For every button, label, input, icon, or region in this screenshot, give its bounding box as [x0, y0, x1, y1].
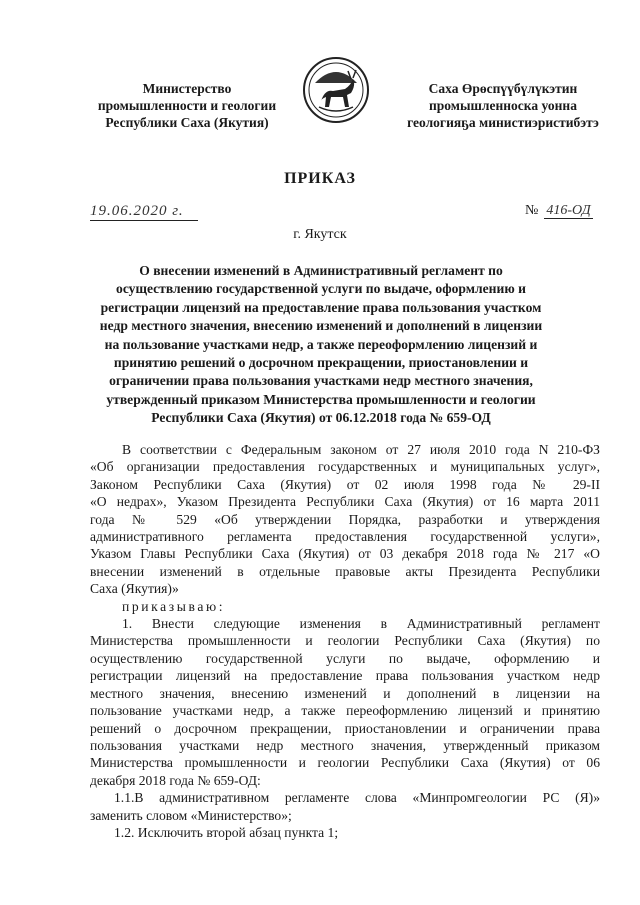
subject-line: регистрации лицензий на предоставление права пользования участком: [100, 299, 542, 315]
item1-1-line: заменить словом «Министерство»;: [90, 807, 292, 823]
header-ministry-yakut: [398, 80, 608, 131]
header-right-line: Саха Өрөспүүбүлүкэтин: [428, 81, 578, 96]
subject-line: О внесении изменений в Административный регламент по: [139, 263, 503, 278]
header-left-line: Республики Саха (Якутия): [105, 115, 269, 130]
order-date: 19.06.2020 г.: [90, 203, 184, 219]
preamble-line: внесении изменений в отдельные правовые акты Президента Республики: [90, 563, 600, 579]
preamble-line: Указом Главы Республики Саха (Якутия) от 03 декабря 2018 года № 217 «О: [90, 546, 600, 562]
item1-line: Министерства промышленности и геологии Республики Саха (Якутия) от 06: [90, 755, 600, 771]
item1-1-line: 1.1.В административном регламенте слова «Минпромгеологии РС (Я)»: [114, 790, 600, 806]
document-title: ПРИКАЗ: [284, 170, 356, 187]
date-underline: [90, 220, 198, 221]
item1-line: 1. Внести следующие изменения в Административный регламент: [122, 616, 600, 632]
subject-line: принятию решений о досрочном прекращении, приостановлении и: [113, 355, 529, 371]
preamble-line: «Об организации предоставления государственных и муниципальных услуг»,: [90, 459, 600, 475]
item1-line: пользование участками недр, а также переоформлению лицензий и принятию: [90, 703, 600, 719]
preamble-line: Саха (Якутия)»: [90, 581, 179, 597]
order-body: [90, 441, 600, 841]
item1-line: осуществлению государственной услуги по выдаче, оформлению и: [90, 650, 600, 666]
item1-line: регистрации лицензий на предоставление права пользования участком недр: [90, 668, 600, 684]
order-subject: [88, 262, 554, 428]
item1-line: местного значения, внесению изменений и дополнений в лицензии на: [90, 685, 600, 701]
preamble-line: административного регламента предоставления государственной услуги»,: [90, 529, 600, 545]
item1-line: декабря 2018 года № 659-ОД:: [90, 772, 261, 788]
coat-of-arms-icon: [301, 55, 371, 125]
subject-line: ограничении права пользования участками недр местного значения,: [109, 373, 533, 389]
preamble-line: Законом Республики Саха (Якутия) от 02 июля 1998 года № 29-II: [90, 476, 600, 492]
preamble-line: «О недрах», Указом Президента Республики Саха (Якутия) от 16 марта 2011: [90, 494, 600, 510]
header-right-line: промышленноска уонна: [429, 98, 577, 113]
item1-line: решений о досрочном прекращении, приостановлении и ограничении права: [90, 720, 600, 736]
subject-line: недр местного значения, внесению изменений и дополнений в лицензии: [99, 318, 543, 334]
header-left-line: промышленности и геологии: [97, 98, 277, 113]
preamble-line: года № 529 «Об утверждении Порядка, разработки и утверждения: [90, 511, 600, 527]
preamble-line: В соответствии с Федеральным законом от 27 июля 2010 года N 210-ФЗ: [122, 442, 600, 457]
subject-line: осуществлению государственной услуги по выдаче, оформлению и: [116, 281, 526, 297]
order-number: [525, 203, 593, 219]
header-ministry-russian: [82, 80, 292, 131]
header-left-line: Министерство: [142, 81, 232, 96]
order-city: г. Якутск: [293, 227, 347, 242]
item1-2-line: 1.2. Исключить второй абзац пункта 1;: [114, 824, 339, 840]
order-word: приказываю:: [122, 598, 226, 614]
number-sign: №: [525, 203, 539, 218]
subject-line: на пользование участками недр, а также переоформлению лицензий и: [104, 336, 538, 352]
header-right-line: геологияҕа министиэристибэтэ: [407, 115, 599, 130]
item1-line: пользования участками недр местного значения, утвержденный приказом: [90, 737, 600, 753]
number-value: 416-ОД: [546, 203, 591, 218]
item1-line: Министерства промышленности и геологии Республики Саха (Якутия) по: [90, 633, 600, 649]
subject-line: Республики Саха (Якутия) от 06.12.2018 года № 659-ОД: [151, 410, 491, 426]
subject-line: утвержденный приказом Министерства промышленности и геологии: [106, 391, 536, 407]
